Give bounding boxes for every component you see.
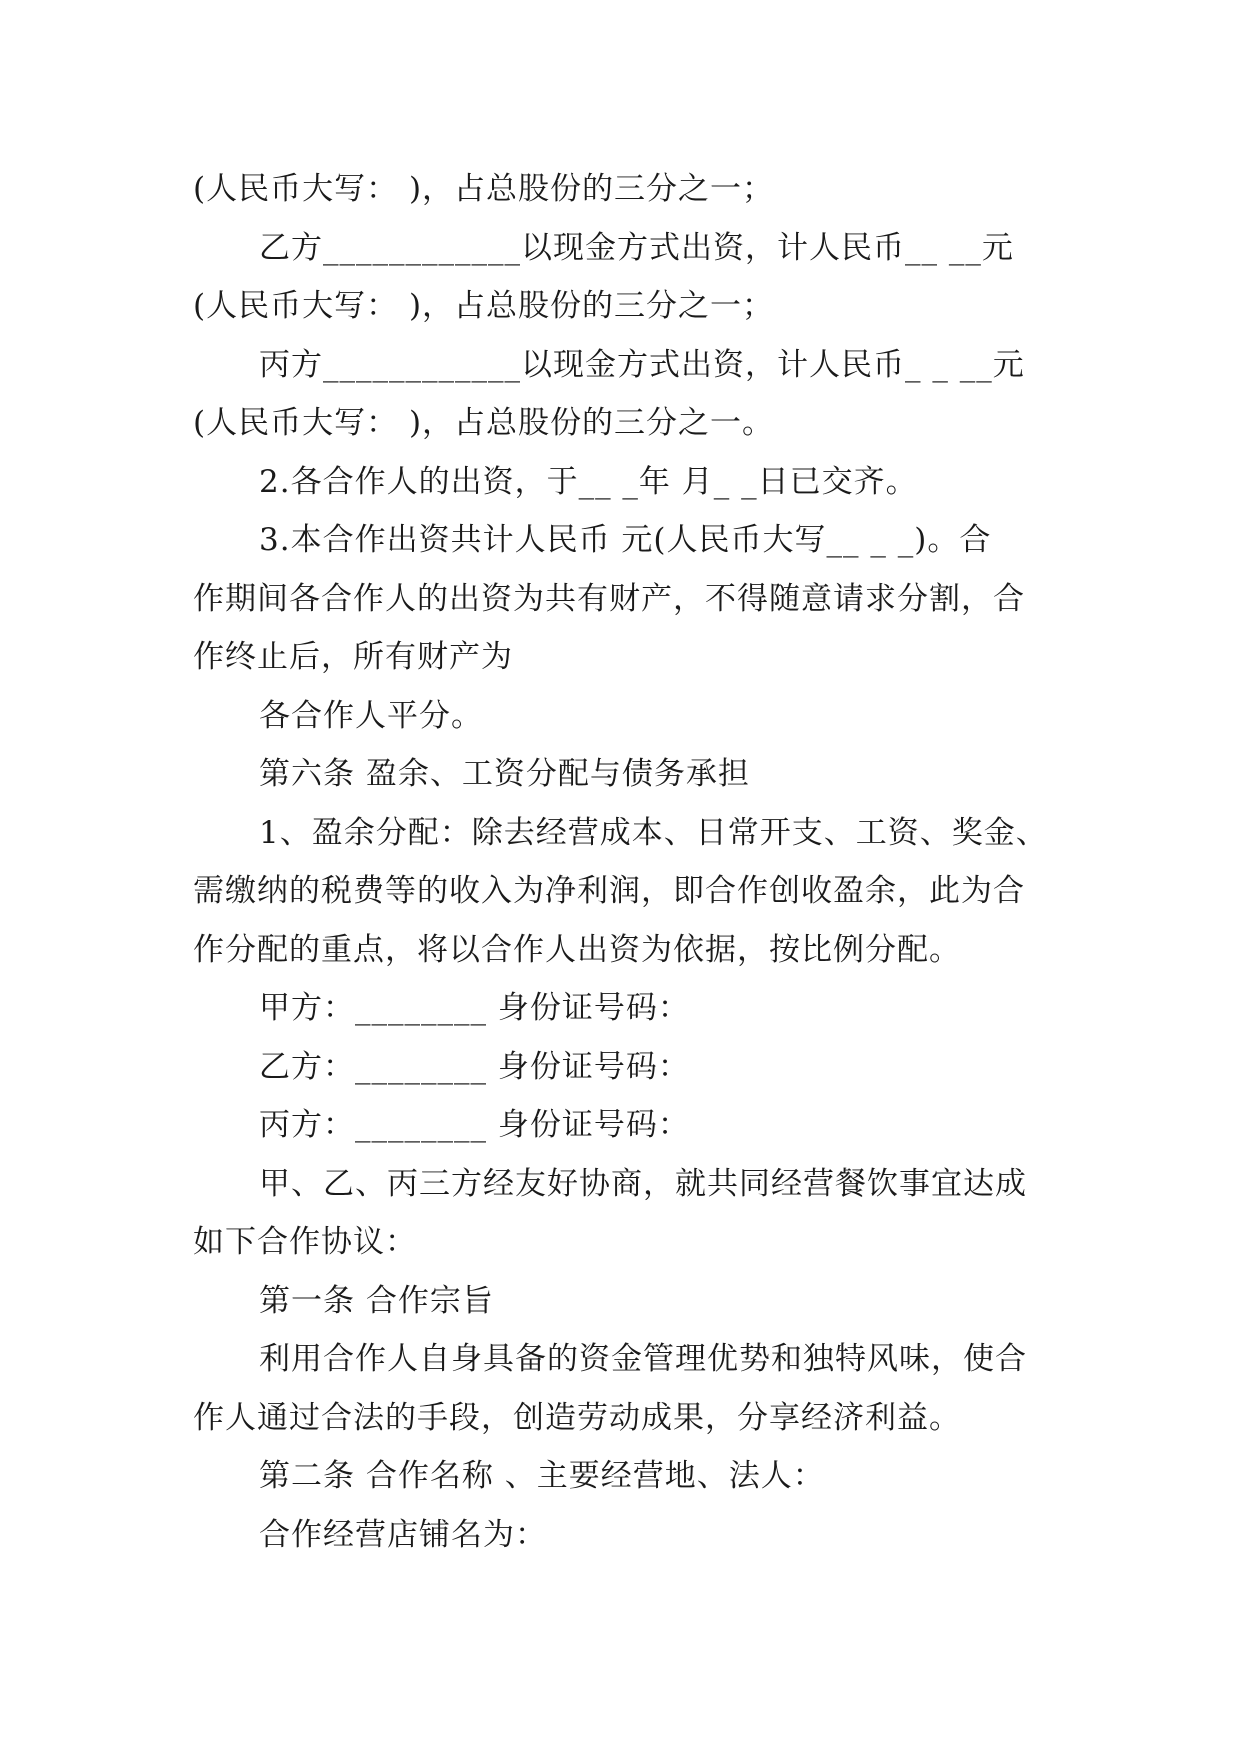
text-line: 作终止后，所有财产为 (193, 639, 513, 675)
text-line: 3.本合作出资共计人民币 元(人民币大写__ _ _)。合 (259, 522, 992, 558)
text-line: 丙方：________ 身份证号码： (259, 1107, 690, 1143)
text-line: 1、盈余分配：除去经营成本、日常开支、工资、奖金、 (259, 814, 1048, 851)
text-line: 丙方____________以现金方式出资，计人民币_ _ __元 (259, 346, 1025, 383)
text-line: 乙方____________以现金方式出资，计人民币__ __元 (259, 229, 1014, 266)
text-line: 第一条 合作宗旨 (259, 1282, 494, 1319)
text-line: 第二条 合作名称 、主要经营地、法人： (259, 1458, 825, 1494)
text-line: 作分配的重点，将以合作人出资为依据，按比例分配。 (193, 931, 961, 968)
text-line: 需缴纳的税费等的收入为净利润，即合作创收盈余，此为合 (193, 873, 1025, 909)
text-line: 2.各合作人的出资，于__ _年 月_ _日已交齐。 (259, 463, 918, 500)
text-line: (人民币大写： )，占总股份的三分之一。 (193, 405, 775, 441)
text-line: (人民币大写： )，占总股份的三分之一； (193, 171, 775, 207)
text-line: 作人通过合法的手段，创造劳动成果，分享经济利益。 (193, 1399, 961, 1436)
text-line: 利用合作人自身具备的资金管理优势和独特风味，使合 (259, 1341, 1027, 1377)
text-line: (人民币大写： )，占总股份的三分之一； (193, 288, 775, 324)
text-line: 各合作人平分。 (259, 697, 483, 734)
text-line: 甲方：________ 身份证号码： (259, 990, 690, 1026)
document-body (193, 160, 1063, 1564)
text-line: 合作经营店铺名为： (259, 1516, 547, 1553)
text-line: 如下合作协议： (193, 1224, 417, 1260)
text-line: 第六条 盈余、工资分配与债务承担 (259, 756, 750, 792)
text-line: 乙方：________ 身份证号码： (259, 1048, 690, 1085)
text-line: 甲、乙、丙三方经友好协商，就共同经营餐饮事宜达成 (259, 1165, 1027, 1202)
text-line: 作期间各合作人的出资为共有财产，不得随意请求分割，合 (193, 580, 1025, 617)
